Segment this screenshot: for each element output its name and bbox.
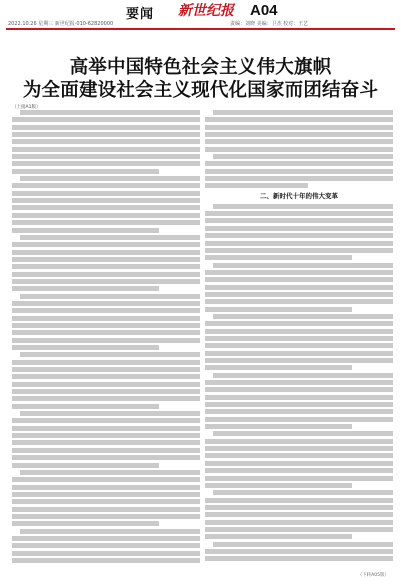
body-text-line [205, 527, 393, 532]
body-text-line [213, 373, 393, 378]
body-text-line [205, 307, 352, 312]
body-text-line [12, 367, 200, 372]
body-text-line [213, 263, 393, 268]
body-text-line [12, 477, 200, 482]
body-text-line [213, 204, 393, 209]
body-text-line [205, 169, 393, 174]
body-text-line [20, 411, 200, 416]
svg-text:新世纪报: 新世纪报 [178, 3, 234, 19]
body-text-line [12, 514, 200, 519]
body-text-line [12, 205, 200, 210]
body-text-line [205, 329, 393, 334]
body-text-line [205, 380, 393, 385]
section-label: 要闻 [126, 7, 155, 22]
body-text-line [205, 285, 393, 290]
body-text-line [205, 183, 308, 188]
continuation-footer: （下转A05版） [357, 573, 389, 578]
body-text-line [20, 470, 200, 475]
body-text-line [213, 431, 393, 436]
body-text-line [205, 424, 352, 429]
body-text-line [205, 468, 393, 473]
body-text-line [205, 255, 352, 260]
body-text-line [12, 272, 200, 277]
body-text-line [12, 543, 200, 548]
page-number: A04 [250, 2, 278, 19]
body-text-line [12, 536, 200, 541]
body-text-line [12, 374, 200, 379]
body-text-line [12, 213, 200, 218]
body-text-line [12, 551, 200, 556]
headline-line-2: 为全面建设社会主义现代化国家而团结奋斗 [22, 80, 379, 101]
body-text-line [12, 330, 200, 335]
body-text-line [12, 507, 200, 512]
body-text-line [12, 485, 200, 490]
masthead-title-group [126, 1, 296, 22]
body-text-line [205, 321, 393, 326]
body-text-line [12, 418, 200, 423]
body-text-line [205, 292, 393, 297]
body-text-line [205, 343, 393, 348]
body-text-line [205, 417, 393, 422]
body-text-line [205, 211, 393, 216]
body-text-line [12, 286, 159, 291]
body-text-line [12, 316, 200, 321]
body-text-line [12, 279, 200, 284]
body-text-line [12, 382, 200, 387]
body-text-line [12, 499, 200, 504]
body-text-line [205, 226, 393, 231]
body-text-line [12, 308, 200, 313]
body-text-line [12, 323, 200, 328]
body-text-line [12, 257, 200, 262]
body-text-line [12, 161, 200, 166]
body-text-line [205, 402, 393, 407]
body-text-line [12, 250, 200, 255]
body-text-line [205, 176, 393, 181]
body-text-line [12, 521, 159, 526]
body-text-line [205, 453, 393, 458]
body-text-line [205, 277, 393, 282]
body-text-line [12, 360, 200, 365]
body-text-line [12, 264, 200, 269]
body-text-line [205, 461, 393, 466]
body-text-line [12, 198, 200, 203]
article-column-right [205, 110, 393, 570]
body-text-line [12, 132, 200, 137]
body-text-line [205, 483, 352, 488]
body-text-line [12, 338, 200, 343]
body-text-line [205, 161, 393, 166]
body-text-line [205, 351, 393, 356]
body-text-line [205, 218, 393, 223]
body-text-line [205, 395, 393, 400]
masthead [0, 0, 401, 30]
body-text-line [12, 448, 200, 453]
body-text-line [20, 110, 200, 115]
body-text-line [12, 463, 159, 468]
body-text-line [205, 387, 393, 392]
body-text-line [205, 248, 393, 253]
body-text-line [12, 389, 200, 394]
body-text-line [20, 294, 200, 299]
editor-info: 责编：刘晓 美编：卫杰 校对：王艺 [230, 21, 309, 27]
body-text-line [205, 358, 393, 363]
body-text-line [205, 439, 393, 444]
body-text-line [12, 455, 200, 460]
body-text-line [12, 433, 200, 438]
body-text-line [205, 476, 393, 481]
body-text-line [213, 154, 393, 159]
body-text-line [205, 270, 393, 275]
body-text-line [213, 314, 393, 319]
body-text-line [205, 512, 393, 517]
body-text-line [12, 345, 159, 350]
body-text-line [12, 440, 200, 445]
article-column-left [12, 110, 200, 570]
body-text-line [205, 556, 393, 561]
body-text-line [205, 446, 393, 451]
body-text-line [12, 301, 200, 306]
body-text-line [12, 404, 159, 409]
body-text-line [12, 154, 200, 159]
body-text-line [205, 233, 393, 238]
body-text-line [12, 117, 200, 122]
body-text-line [20, 176, 200, 181]
body-text-line [12, 426, 200, 431]
body-text-line [12, 147, 200, 152]
body-text-line [205, 147, 393, 152]
body-text-line [12, 220, 200, 225]
newspaper-logo [170, 1, 242, 19]
body-text-line [213, 542, 393, 547]
body-text-line [205, 125, 393, 130]
body-text-line [12, 139, 200, 144]
body-text-line [205, 498, 393, 503]
body-text-line [12, 242, 200, 247]
issue-info: 2022.10.26 星期三 新世纪报·010-62820000 [8, 21, 114, 27]
body-text-line [12, 492, 200, 497]
body-text-line [12, 558, 200, 563]
body-text-line [12, 125, 200, 130]
body-text-line [205, 409, 393, 414]
body-text-line [205, 132, 393, 137]
body-text-line [20, 529, 200, 534]
body-text-line [205, 139, 393, 144]
body-text-line [20, 235, 200, 240]
body-text-line [12, 396, 200, 401]
masthead-rule [6, 28, 395, 30]
body-text-line [205, 534, 352, 539]
body-text-line [205, 299, 393, 304]
section-subhead: 二、新时代十年的伟大变革 [260, 191, 338, 200]
body-text-line [12, 169, 159, 174]
body-text-line [12, 183, 200, 188]
body-text-line [205, 241, 393, 246]
continuation-note: （上接A1版） [12, 105, 41, 110]
body-text-line [213, 490, 393, 495]
body-text-line [205, 520, 393, 525]
headline-line-1: 高举中国特色社会主义伟大旗帜 [69, 57, 332, 78]
body-text-line [205, 336, 393, 341]
body-text-line [12, 191, 200, 196]
body-text-line [12, 228, 159, 233]
body-text-line [213, 110, 393, 115]
body-text-line [205, 365, 352, 370]
body-text-line [205, 505, 393, 510]
body-text-line [205, 117, 393, 122]
body-text-line [205, 549, 393, 554]
body-text-line [20, 352, 200, 357]
